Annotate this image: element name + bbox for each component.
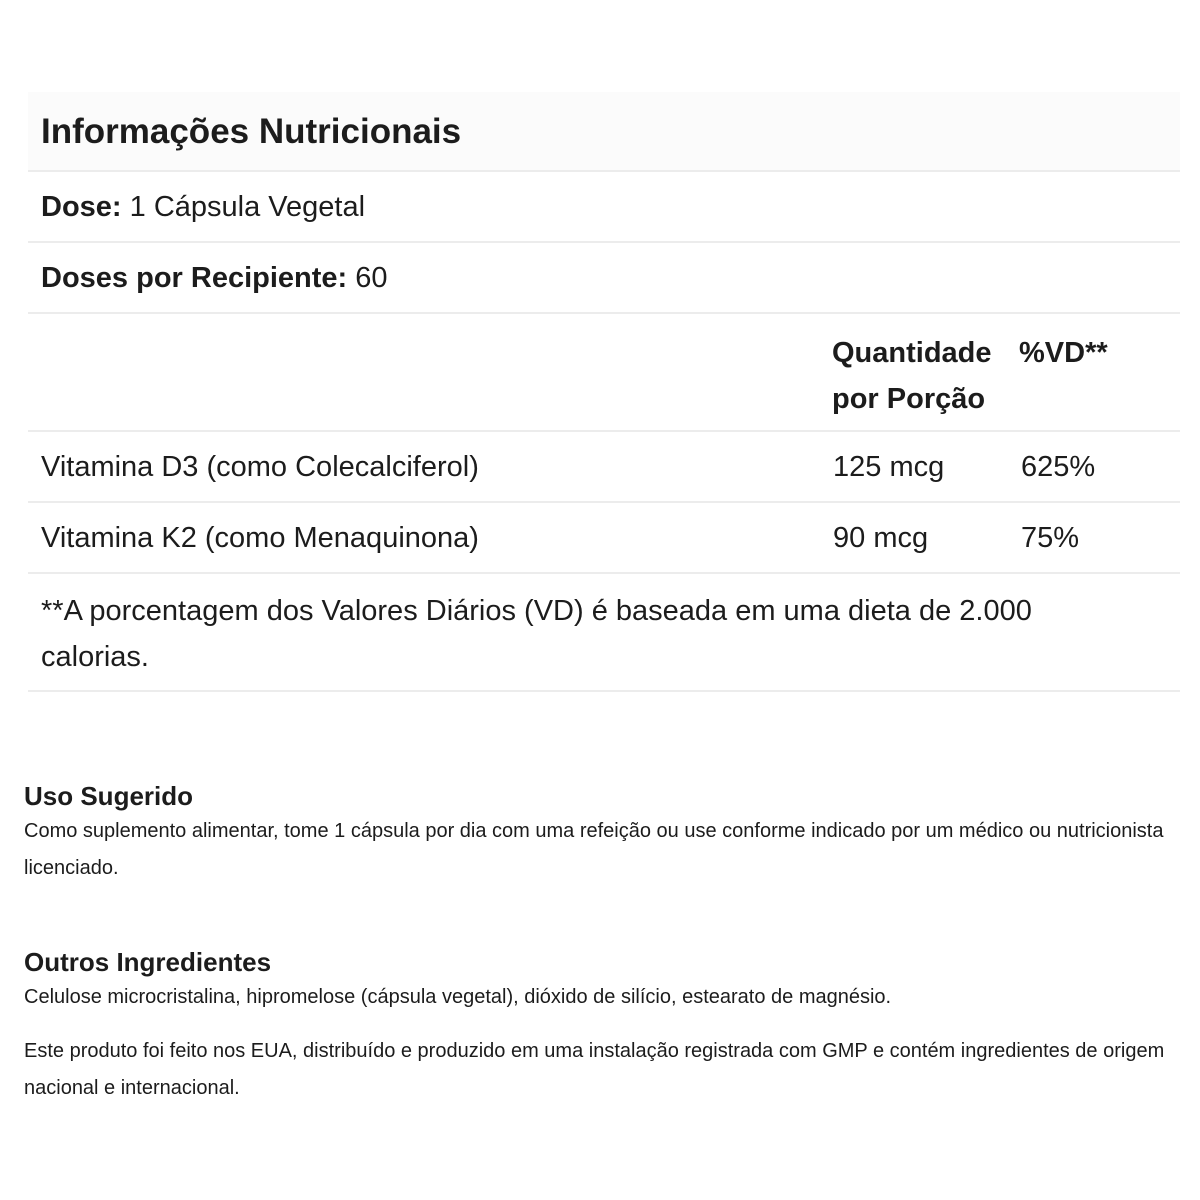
dose-value: 1 Cápsula Vegetal (129, 191, 366, 223)
nutrient-amount: 125 mcg (833, 451, 945, 483)
suggested-use-text: Como suplemento alimentar, tome 1 cápsula por dia com uma refeição ou use conforme indicado por um médico ou nutricionista licenciado. (24, 820, 1164, 879)
nutrition-title: Informações Nutricionais (28, 92, 1180, 172)
dose-label: Dose: (41, 191, 122, 223)
other-ingredients-text: Celulose microcristalina, hipromelose (cápsula vegetal), dióxido de silício, estearato de magnésio. (24, 986, 892, 1008)
nutrient-row (28, 503, 1180, 574)
doses-per-container-label: Doses por Recipiente: (41, 262, 348, 294)
dose-row (28, 172, 1180, 243)
manufacturing-note: Este produto foi feito nos EUA, distribuído e produzido em uma instalação registrada com GMP e contém ingredientes de origem nacional e internacional. (24, 1040, 1165, 1099)
nutrient-name: Vitamina D3 (como Colecalciferol) (41, 451, 479, 483)
nutrient-amount: 90 mcg (833, 522, 929, 554)
suggested-use-section (24, 779, 1184, 887)
nutrient-daily-value: 75% (1021, 522, 1080, 554)
other-ingredients-title: Outros Ingredientes (24, 947, 272, 977)
amount-per-serving-header: Quantidade por Porção (832, 337, 992, 415)
nutrient-row (28, 432, 1180, 503)
suggested-use-title: Uso Sugerido (24, 781, 194, 811)
nutrition-facts-table (28, 92, 1180, 692)
doses-per-container-value: 60 (355, 262, 388, 294)
other-ingredients-section (24, 945, 1184, 1107)
nutrient-daily-value: 625% (1021, 451, 1096, 483)
nutrition-header-row (28, 314, 1180, 432)
nutrient-name: Vitamina K2 (como Menaquinona) (41, 522, 479, 554)
doses-per-container-row (28, 243, 1180, 314)
daily-value-footnote: **A porcentagem dos Valores Diários (VD) é baseada em uma dieta de 2.000 calorias. (28, 574, 1180, 692)
daily-value-header: %VD** (1019, 337, 1108, 369)
